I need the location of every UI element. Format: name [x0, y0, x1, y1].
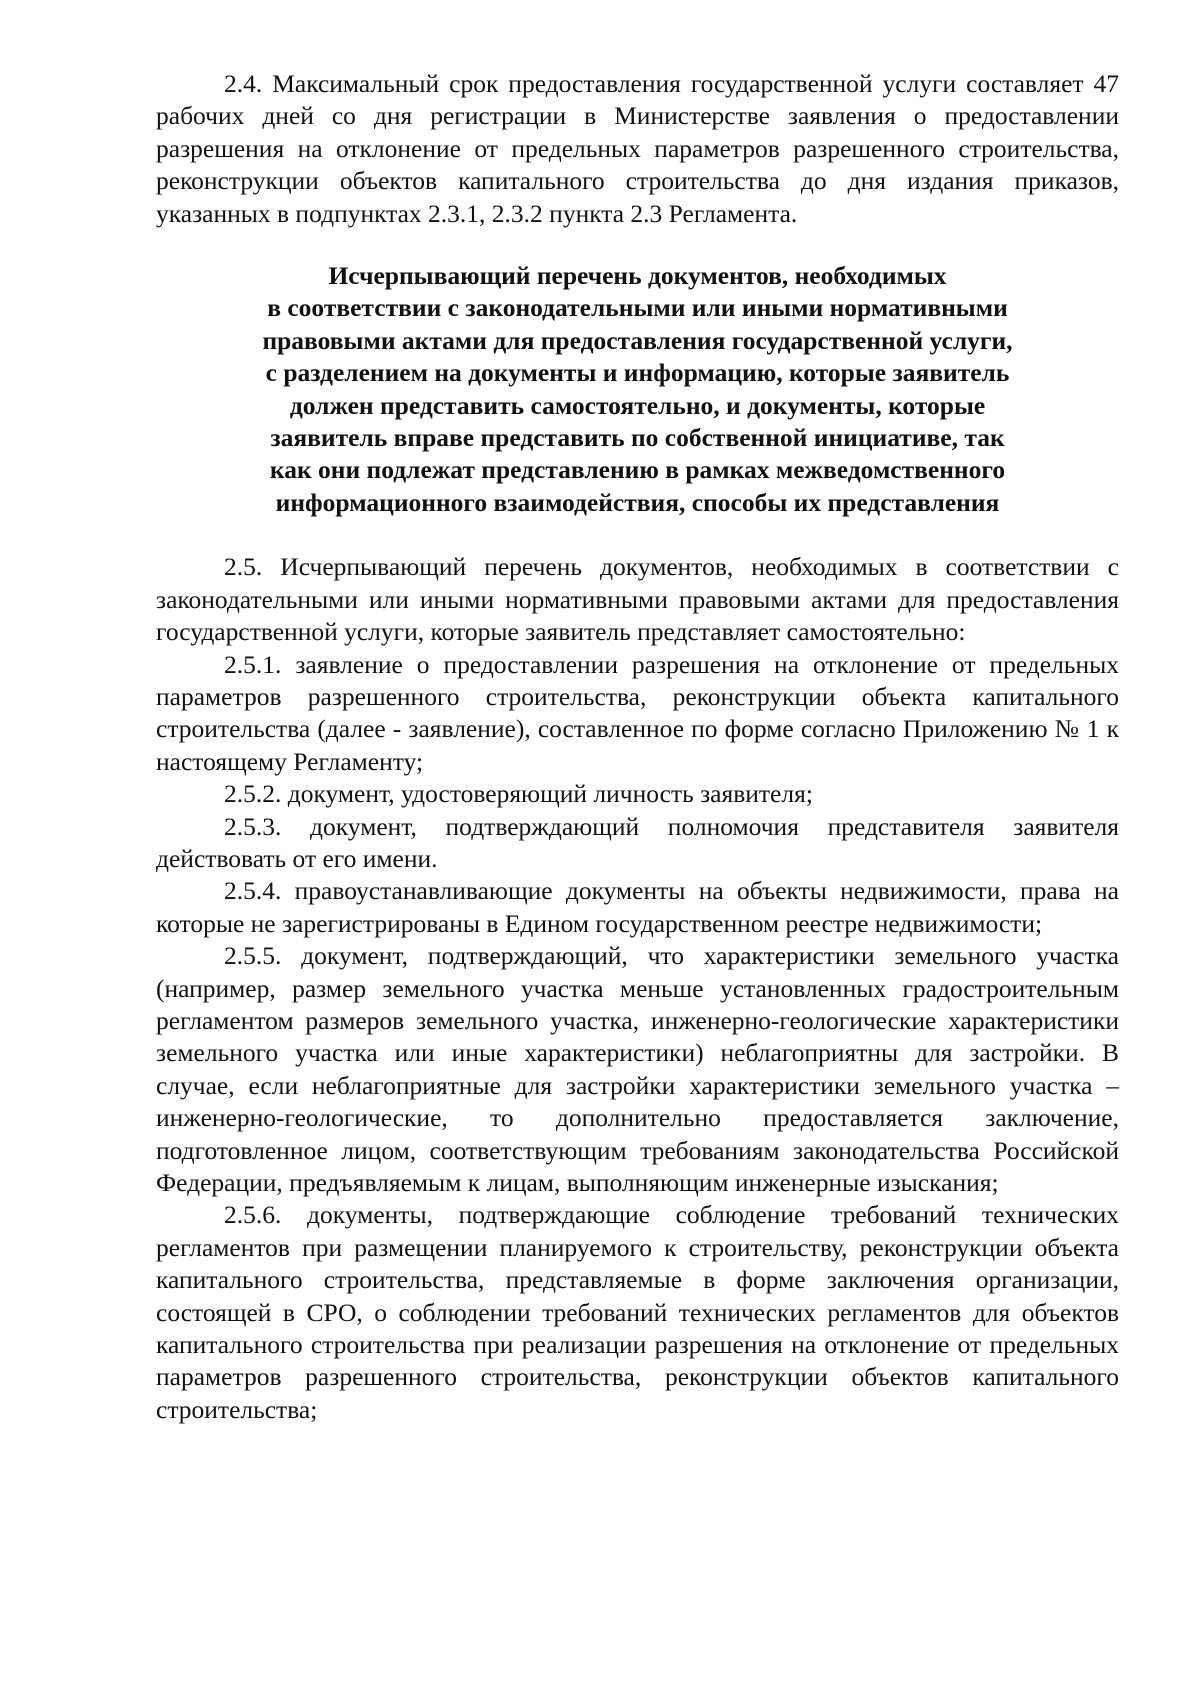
paragraph-2-5-1: 2.5.1. заявление о предоставлении разрешения на отклонение от предельных параметров разрешенного строительства, реконструкции объекта капитального строительства (далее - заявление), составленное по форме согласно Приложению № 1 к настоящему Регламенту; [156, 649, 1119, 776]
heading-line: с разделением на документы и информацию, которые заявитель [265, 358, 1010, 388]
heading-line: информационного взаимодействия, способы их представления [275, 487, 1000, 517]
heading-line: правовыми актами для предоставления государственной услуги, [262, 325, 1013, 355]
paragraph-2-5: 2.5. Исчерпывающий перечень документов, необходимых в соответствии с законодательными или иными нормативными правовыми актами для предоставления государственной услуги, которые заявитель представляет самостоятельно: [156, 552, 1119, 647]
document-page [156, 68, 1119, 1426]
heading-line: Исчерпывающий перечень документов, необходимых [328, 261, 947, 291]
heading-line: должен представить самостоятельно, и документы, которые [289, 390, 986, 420]
paragraph-2-5-3: 2.5.3. документ, подтверждающий полномочия представителя заявителя действовать от его имени. [156, 811, 1119, 873]
paragraph-2-5-2: 2.5.2. документ, удостоверяющий личность заявителя; [224, 779, 813, 809]
heading-line: в соответствии с законодательными или иными нормативными [267, 293, 1008, 323]
paragraph-2-5-5: 2.5.5. документ, подтверждающий, что характеристики земельного участка (например, размер земельного участка меньше установленных градостроительным регламентом размеров земельного участка, инженерно-геологические характеристики земельного участка или иные характеристики) неблагоприятны для застройки. В случае, если неблагоприятные для застройки характеристики земельного участка – инженерно-геологические, то дополнительно предоставляется заключение, подготовленное лицом, соответствующим требованиям законодательства Российской Федерации, предъявляемым к лицам, выполняющим инженерные изыскания; [156, 941, 1119, 1197]
paragraph-2-4: 2.4. Максимальный срок предоставления государственной услуги составляет 47 рабочих дней со дня регистрации в Министерстве заявления о предоставлении разрешения на отклонение от предельных параметров разрешенного строительства, реконструкции объектов капитального строительства до дня издания приказов, указанных в подпунктах 2.3.1, 2.3.2 пункта 2.3 Регламента. [156, 69, 1119, 228]
section-heading [156, 260, 1119, 519]
heading-line: заявитель вправе представить по собственной инициативе, так [270, 423, 1005, 453]
heading-line: как они подлежат представлению в рамках межведомственного [269, 455, 1006, 485]
paragraph-2-5-4: 2.5.4. правоустанавливающие документы на объекты недвижимости, права на которые не зарегистрированы в Едином государственном реестре недвижимости; [156, 876, 1119, 938]
paragraph-2-5-6: 2.5.6. документы, подтверждающие соблюдение требований технических регламентов при размещении планируемого к строительству, реконструкции объекта капитального строительства, представляемые в форме заключения организации, состоящей в СРО, о соблюдении требований технических регламентов для объектов капитального строительства при реализации разрешения на отклонение от предельных параметров разрешенного строительства, реконструкции объектов капитального строительства; [156, 1200, 1119, 1424]
